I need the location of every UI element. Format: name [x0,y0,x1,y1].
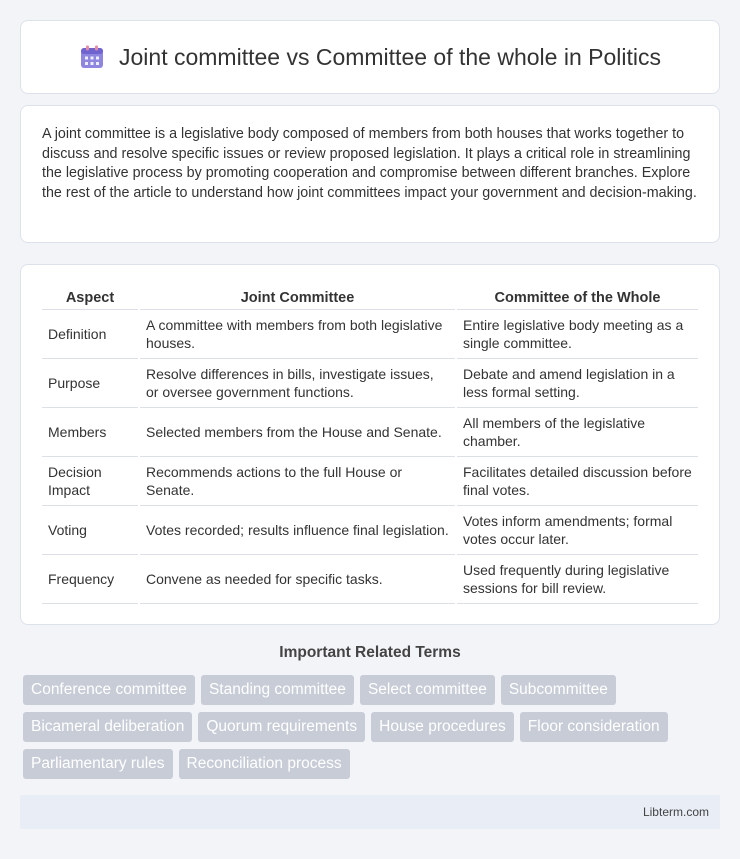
row-aspect: Voting [42,505,139,554]
tag-standing-committee[interactable]: Standing committee [201,675,354,705]
row-aspect: Members [42,407,139,456]
related-terms-title: Important Related Terms [279,644,461,661]
row-aspect: Decision Impact [42,456,139,505]
footer [20,795,720,829]
tag-reconciliation-process[interactable]: Reconciliation process [179,749,350,779]
comparison-card [20,264,720,625]
tag-house-procedures[interactable]: House procedures [371,712,514,742]
table-row [42,358,698,407]
table-row [42,505,698,554]
row-aspect: Purpose [42,358,139,407]
tag-select-committee[interactable]: Select committee [360,675,495,705]
row-joint: Votes recorded; results influence final legislation. [139,505,456,554]
row-whole: All members of the legislative chamber. [456,407,698,456]
row-joint: Selected members from the House and Senate. [139,407,456,456]
row-whole: Entire legislative body meeting as a single committee. [456,309,698,358]
row-aspect: Definition [42,309,139,358]
header-committee-of-the-whole: Committee of the Whole [456,285,698,309]
row-joint: A committee with members from both legislative houses. [139,309,456,358]
tag-bicameral-deliberation[interactable]: Bicameral deliberation [23,712,192,742]
row-joint: Resolve differences in bills, investigate issues, or oversee government functions. [139,358,456,407]
row-joint: Recommends actions to the full House or Senate. [139,456,456,505]
row-whole: Votes inform amendments; formal votes occur later. [456,505,698,554]
footer-brand-link[interactable]: Libterm.com [642,805,709,819]
header-joint-committee: Joint Committee [139,285,456,309]
intro-paragraph: A joint committee is a legislative body composed of members from both houses that works together to discuss and resolve specific issues or review proposed legislation. It plays a critical role in streamlining the legislative process by promoting cooperation and compromise between different branches. Explore the rest of the article to understand how joint committees impact your government and decision-making. [42,126,697,201]
tag-quorum-requirements[interactable]: Quorum requirements [198,712,365,742]
tag-conference-committee[interactable]: Conference committee [23,675,195,705]
row-joint: Convene as needed for specific tasks. [139,554,456,603]
row-aspect: Frequency [42,554,139,603]
table-header-row [42,285,698,309]
row-whole: Facilitates detailed discussion before final votes. [456,456,698,505]
title-card [20,20,720,94]
intro-card [20,105,720,243]
tag-subcommittee[interactable]: Subcommittee [501,675,616,705]
related-terms-list [20,675,720,779]
comparison-table [42,285,698,604]
table-row [42,456,698,505]
table-row [42,309,698,358]
table-row [42,554,698,603]
row-whole: Debate and amend legislation in a less formal setting. [456,358,698,407]
calendar-icon [79,44,105,70]
header-aspect: Aspect [42,285,139,309]
table-row [42,407,698,456]
page-title: Joint committee vs Committee of the whole in Politics [119,43,661,70]
tag-parliamentary-rules[interactable]: Parliamentary rules [23,749,173,779]
row-whole: Used frequently during legislative sessions for bill review. [456,554,698,603]
tag-floor-consideration[interactable]: Floor consideration [520,712,668,742]
